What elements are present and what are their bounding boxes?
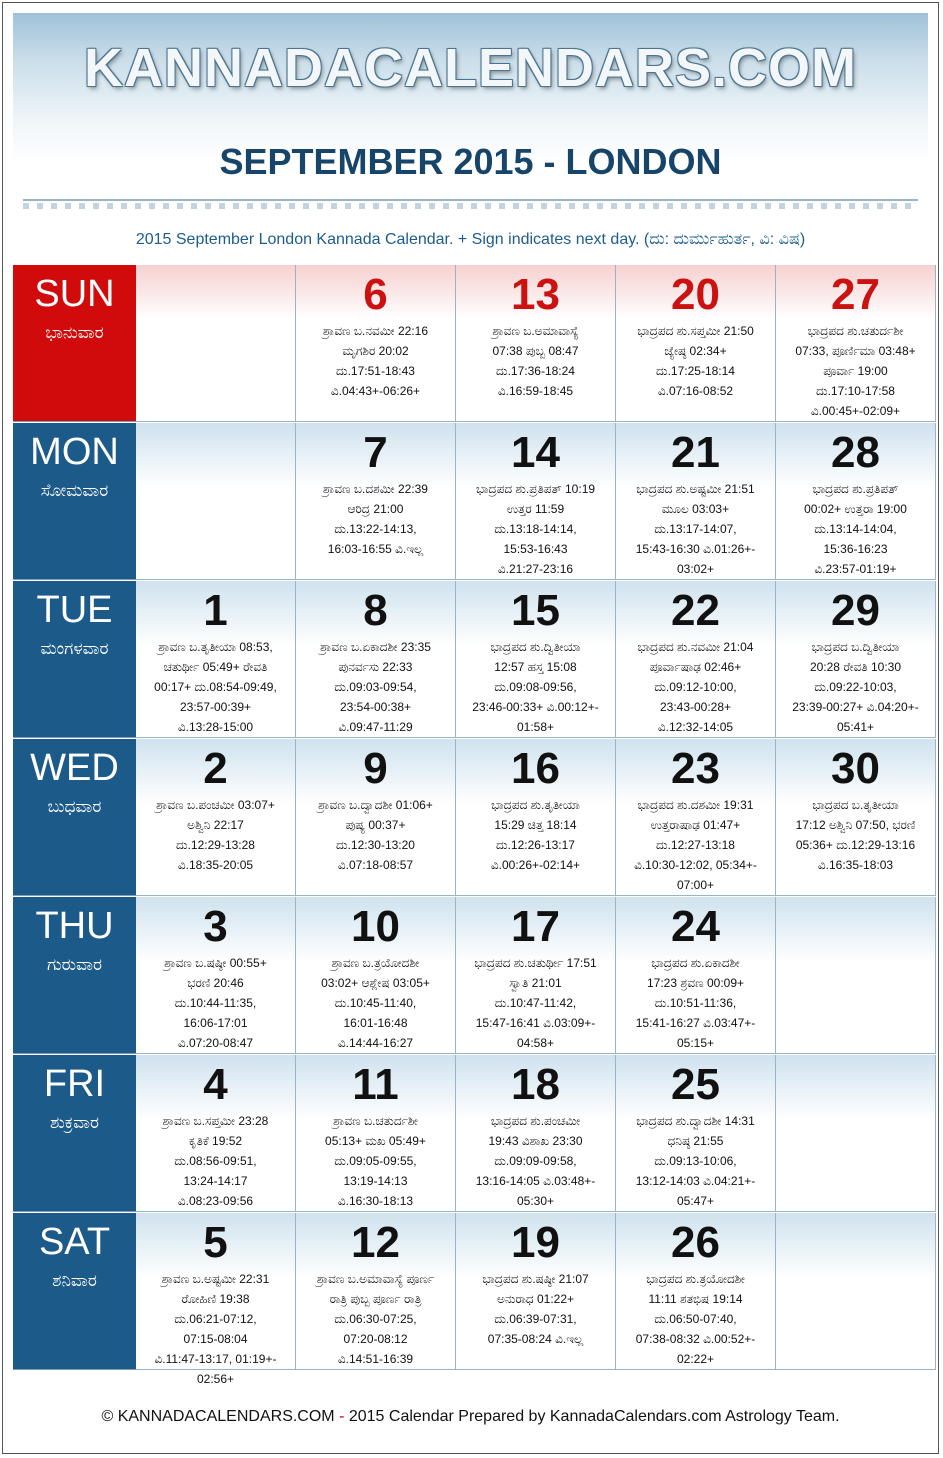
panchanga-line: 07:15-08:04 (183, 1332, 248, 1346)
panchanga-line: ವಿ.00:45+-02:09+ (810, 404, 901, 418)
weekday-name: SAT (38, 1221, 111, 1263)
day-number: 10 (351, 902, 400, 951)
day-cell[interactable] (616, 1213, 776, 1370)
panchanga-line: ದು.17:36-18:24 (496, 364, 575, 378)
panchanga-line: ಕೃತಿಕೆ 19:52 (188, 1134, 243, 1148)
day-number: 14 (511, 428, 560, 477)
day-number: 25 (671, 1060, 720, 1109)
panchanga-line: 05:36+ ದು.12:29-13:16 (795, 838, 916, 852)
panchanga-line: 16:06-17:01 (183, 1016, 248, 1030)
day-cell[interactable] (776, 739, 936, 896)
site-title[interactable]: KANNADACALENDARS.COM (84, 38, 857, 98)
panchanga-line: ಅನುರಾಧ 01:22+ (496, 1292, 575, 1306)
day-number: 20 (671, 270, 720, 319)
day-number: 2 (203, 744, 228, 793)
day-cell[interactable] (616, 265, 776, 422)
day-cell[interactable] (296, 581, 456, 738)
panchanga-line: ವಿ.10:30-12:02, 05:34+- (634, 858, 757, 872)
day-number: 30 (831, 744, 880, 793)
panchanga-line: ವಿ.07:16-08:52 (657, 384, 734, 398)
day-number: 18 (511, 1060, 560, 1109)
panchanga-details (456, 321, 615, 401)
empty-day-cell (136, 423, 296, 580)
day-cell[interactable] (296, 1055, 456, 1212)
weekday-name-kannada: ಗುರುವಾರ (47, 955, 102, 974)
panchanga-line: 05:15+ (676, 1036, 715, 1050)
panchanga-line: 23:46-00:33+ ವಿ.00:12+- (472, 700, 599, 714)
panchanga-details (776, 321, 935, 421)
day-cell[interactable] (616, 739, 776, 896)
panchanga-line: 05:47+ (676, 1194, 715, 1208)
calendar-subtitle: 2015 September London Kannada Calendar. + Sign indicates next day. (ದು: ದುರ್ಮುಹುರ್ತ, ವಿ: ವಿಷ) (135, 231, 806, 248)
panchanga-line: ಶ್ರಾವಣ ಬ.ಅಮಾವಾಸ್ಯೆ (492, 324, 579, 338)
panchanga-line: 03:02+ (676, 562, 715, 576)
day-cell[interactable] (456, 739, 616, 896)
weekday-header-thu (13, 897, 136, 1054)
panchanga-line: 07:38 ಪುಬ್ಬ 08:47 (492, 344, 579, 358)
panchanga-line: 01:58+ (516, 720, 555, 734)
panchanga-line: ದು.10:45-11:40, (334, 996, 417, 1010)
weekday-name-kannada: ಶುಕ್ರವಾರ (50, 1113, 99, 1132)
day-cell[interactable] (136, 897, 296, 1054)
panchanga-details (296, 795, 455, 875)
panchanga-line: ಶ್ರಾವಣ ಬ.ಏಕಾದಶೀ 23:35 (320, 640, 431, 654)
panchanga-line: ದು.17:10-17:58 (816, 384, 895, 398)
weekday-header-sat (13, 1213, 136, 1370)
panchanga-line: 07:00+ (676, 878, 715, 892)
panchanga-line: ಉತ್ತರ 11:59 (506, 502, 565, 516)
panchanga-details (456, 1111, 615, 1211)
panchanga-line: ಭಾದ್ರಪದ ಬ.ತೃತೀಯಾ (812, 798, 899, 812)
panchanga-line: ಶ್ರಾವಣ ಬ.ನವಮೀ 22:16 (322, 324, 428, 338)
panchanga-line: 13:16-14:05 ವಿ.03:48+- (475, 1174, 596, 1188)
panchanga-line: ವಿ.11:47-13:17, 01:19+- (154, 1352, 277, 1366)
day-number: 3 (203, 902, 228, 951)
panchanga-details (456, 795, 615, 875)
panchanga-line: 19:43 ವಿಶಾಖ 23:30 (488, 1134, 583, 1148)
day-number: 26 (671, 1218, 720, 1267)
day-number: 16 (511, 744, 560, 793)
empty-day-cell (776, 1055, 936, 1212)
day-number: 4 (203, 1060, 228, 1109)
day-number: 19 (511, 1218, 560, 1267)
footer (3, 1408, 938, 1426)
panchanga-line: ದು.13:14-14:04, (814, 522, 897, 536)
day-number: 5 (203, 1218, 228, 1267)
panchanga-line: ವಿ.16:35-18:03 (817, 858, 894, 872)
panchanga-details (616, 321, 775, 401)
day-number: 13 (511, 270, 560, 319)
panchanga-line: ಮೃಗಶಿರ 20:02 (342, 344, 409, 358)
panchanga-line: ಆರಿದ್ರ 21:00 (347, 502, 404, 516)
weekday-header-sun (13, 265, 136, 422)
footer-text: 2015 Calendar Prepared by KannadaCalendars.com Astrology Team. (348, 1408, 840, 1425)
panchanga-line: 12:57 ಹಸ್ತ 15:08 (494, 660, 577, 674)
day-number: 22 (671, 586, 720, 635)
footer-brand[interactable]: © KANNADACALENDARS.COM (101, 1408, 335, 1425)
panchanga-line: ಶ್ರಾವಣ ಬ.ತೃತೀಯಾ 08:53, (158, 640, 273, 654)
panchanga-line: ದು.08:56-09:51, (174, 1154, 257, 1168)
panchanga-line: ವಿ.07:18-08:57 (337, 858, 414, 872)
panchanga-line: 02:56+ (196, 1372, 235, 1386)
panchanga-line: ದು.10:44-11:35, (174, 996, 257, 1010)
panchanga-line: ವಿ.09:47-11:29 (338, 720, 413, 734)
day-cell[interactable] (296, 1213, 456, 1370)
panchanga-line: 15:36-16:23 (823, 542, 888, 556)
panchanga-line: ಜ್ಯೇಷ್ಠ 02:34+ (664, 344, 727, 358)
weekday-header-mon (13, 423, 136, 580)
panchanga-line: 17:12 ಅಶ್ವಿನಿ 07:50, ಭರಣಿ (795, 818, 916, 832)
panchanga-line: ಶ್ರಾವಣ ಬ.ಅಮಾವಾಸ್ಯೆ ಪೂರ್ಣ (316, 1272, 435, 1286)
panchanga-line: ವಿ.00:26+-02:14+ (490, 858, 581, 872)
panchanga-line: ದು.10:47-11:42, (494, 996, 577, 1010)
panchanga-line: 00:17+ ದು.08:54-09:49, (154, 680, 277, 694)
panchanga-details (456, 637, 615, 737)
day-cell[interactable] (296, 265, 456, 422)
panchanga-line: ವಿ.14:51-16:39 (337, 1352, 414, 1366)
day-cell[interactable] (296, 897, 456, 1054)
panchanga-details (456, 953, 615, 1053)
panchanga-line: 15:47-16:41 ವಿ.03:09+- (475, 1016, 596, 1030)
day-number: 28 (831, 428, 880, 477)
panchanga-line: 20:28 ರೇವತಿ 10:30 (809, 660, 902, 674)
day-cell[interactable] (776, 265, 936, 422)
panchanga-line: ಭಾದ್ರಪದ ಶು.ಷಷ್ಠೀ 21:07 (482, 1272, 589, 1286)
day-cell[interactable] (456, 423, 616, 580)
panchanga-line: ವಿ.12:32-14:05 (657, 720, 734, 734)
weekday-name: FRI (43, 1063, 106, 1105)
day-cell[interactable] (456, 581, 616, 738)
day-number: 6 (363, 270, 388, 319)
weekday-name-kannada: ಬುಧವಾರ (47, 797, 102, 816)
panchanga-line: ದು.10:51-11:36, (654, 996, 737, 1010)
panchanga-line: 07:38-08:32 ವಿ.00:52+- (635, 1332, 756, 1346)
day-cell[interactable] (616, 897, 776, 1054)
weekday-name-kannada: ಸೋಮವಾರ (40, 481, 109, 500)
panchanga-line: ಶ್ರಾವಣ ಬ.ಅಷ್ಟಮೀ 22:31 (161, 1272, 270, 1286)
panchanga-line: ಭರಣಿ 20:46 (187, 976, 244, 990)
panchanga-details (456, 1269, 615, 1349)
panchanga-details (616, 1111, 775, 1211)
day-number: 9 (363, 744, 388, 793)
panchanga-line: ದು.09:22-10:03, (814, 680, 897, 694)
panchanga-line: ಭಾದ್ರಪದ ಶು.ತ್ರಯೋದಶೀ (646, 1272, 745, 1286)
panchanga-line: ಭಾದ್ರಪದ ಶು.ಚತುರ್ಥೀ 17:51 (474, 956, 597, 970)
panchanga-line: ಭಾದ್ರಪದ ಶು.ದಶಮೀ 19:31 (637, 798, 754, 812)
panchanga-line: ವಿ.14:44-16:27 (337, 1036, 414, 1050)
panchanga-line: ದು.09:08-09:56, (494, 680, 577, 694)
panchanga-line: ದು.06:50-07:40, (654, 1312, 737, 1326)
panchanga-line: ಶ್ರಾವಣ ಬ.ಚತುರ್ದಶೀ (333, 1114, 418, 1128)
panchanga-line: ರೋಹಿಣಿ 19:38 (181, 1292, 250, 1306)
panchanga-line: 05:30+ (516, 1194, 555, 1208)
day-cell[interactable] (776, 581, 936, 738)
day-number: 12 (351, 1218, 400, 1267)
panchanga-line: ಶ್ರಾವಣ ಬ.ಸಪ್ತಮೀ 23:28 (162, 1114, 269, 1128)
panchanga-line: ಭಾದ್ರಪದ ಶು.ಏಕಾದಶೀ (651, 956, 740, 970)
panchanga-line: ಅಶ್ವಿನಿ 22:17 (187, 818, 244, 832)
empty-day-cell (776, 1213, 936, 1370)
panchanga-line: ದು.13:17-14:07, (654, 522, 737, 536)
panchanga-details (776, 795, 935, 875)
panchanga-line: ದು.06:39-07:31, (494, 1312, 577, 1326)
panchanga-line: ದು.09:13-10:06, (654, 1154, 737, 1168)
panchanga-line: ದು.13:18-14:14, (494, 522, 577, 536)
panchanga-details (296, 321, 455, 401)
panchanga-line: ಭಾದ್ರಪದ ಬ.ದ್ವಿತೀಯಾ (811, 640, 900, 654)
day-number: 11 (352, 1060, 399, 1109)
weekday-header-wed (13, 739, 136, 896)
panchanga-line: ಭಾದ್ರಪದ ಶು.ಪಂಚಮೀ (490, 1114, 581, 1128)
panchanga-line: ಶ್ರಾವಣ ಬ.ದ್ವಾದಶೀ 01:06+ (318, 798, 433, 812)
day-cell[interactable] (136, 1055, 296, 1212)
panchanga-line: ಉತ್ತರಾಷಾಢ 01:47+ (650, 818, 741, 832)
panchanga-line: ಭಾದ್ರಪದ ಶು.ಪ್ರತಿಪತ್ (812, 482, 899, 496)
panchanga-line: ವಿ.04:43+-06:26+ (330, 384, 421, 398)
panchanga-line: ದು.12:29-13:28 (176, 838, 255, 852)
panchanga-line: ದು.09:05-09:55, (334, 1154, 417, 1168)
day-cell[interactable] (296, 423, 456, 580)
day-cell[interactable] (616, 581, 776, 738)
day-number: 7 (363, 428, 388, 477)
panchanga-line: 23:43-00:28+ (659, 700, 732, 714)
panchanga-line: 17:23 ಶ್ರವಣ 00:09+ (646, 976, 745, 990)
panchanga-line: ಶ್ರಾವಣ ಬ.ಷಷ್ಠೀ 00:55+ (164, 956, 267, 970)
panchanga-details (296, 953, 455, 1053)
panchanga-line: 11:11 ಶತಭಿಷ 19:14 (648, 1292, 743, 1306)
panchanga-line: ವಿ.21:27-23:16 (497, 562, 574, 576)
weekday-name-kannada: ಶನಿವಾರ (52, 1271, 97, 1290)
weekday-name: MON (30, 431, 119, 473)
weekday-name-kannada: ಮಂಗಳವಾರ (40, 639, 109, 658)
panchanga-line: ಭಾದ್ರಪದ ಶು.ನವಮೀ 21:04 (637, 640, 754, 654)
panchanga-line: ಪೂರ್ವಾಷಾಢ 02:46+ (649, 660, 742, 674)
panchanga-line: ರಾತ್ರಿ ಪುಬ್ಬ ಪೂರ್ಣ ರಾತ್ರಿ (329, 1292, 422, 1306)
weekday-header-fri (13, 1055, 136, 1212)
panchanga-details (136, 953, 295, 1053)
panchanga-line: 00:02+ ಉತ್ತರಾ 19:00 (804, 502, 907, 516)
panchanga-line: ದು.09:09-09:58, (494, 1154, 577, 1168)
panchanga-line: 15:43-16:30 ವಿ.01:26+- (635, 542, 756, 556)
empty-day-cell (776, 897, 936, 1054)
day-cell[interactable] (456, 1213, 616, 1370)
panchanga-line: ಸ್ವಾತಿ 21:01 (509, 976, 562, 990)
weekday-name: THU (35, 905, 114, 947)
day-cell[interactable] (616, 423, 776, 580)
ornamental-divider (23, 199, 918, 215)
day-number: 24 (671, 902, 720, 951)
day-cell[interactable] (456, 265, 616, 422)
panchanga-line: 13:19-14:13 (343, 1174, 408, 1188)
panchanga-line: ವಿ.16:59-18:45 (497, 384, 574, 398)
weekday-name: SUN (34, 273, 115, 315)
panchanga-details (136, 1111, 295, 1211)
footer-separator: - (334, 1408, 349, 1425)
day-number: 23 (671, 744, 720, 793)
panchanga-details (296, 1111, 455, 1211)
panchanga-line: ವಿ.23:57-01:19+ (814, 562, 897, 576)
panchanga-line: ದು.12:27-13:18 (656, 838, 735, 852)
panchanga-line: 15:41-16:27 ವಿ.03:47+- (635, 1016, 756, 1030)
panchanga-details (136, 795, 295, 875)
panchanga-details (296, 479, 455, 559)
day-number: 17 (511, 902, 560, 951)
panchanga-line: ಶ್ರಾವಣ ಬ.ತ್ರಯೋದಶೀ (331, 956, 420, 970)
panchanga-line: ದು.13:22-14:13, (334, 522, 417, 536)
day-number: 27 (831, 270, 880, 319)
day-number: 15 (511, 586, 560, 635)
panchanga-line: ವಿ.13:28-15:00 (177, 720, 254, 734)
panchanga-line: 16:01-16:48 (343, 1016, 408, 1030)
panchanga-line: 03:02+ ಆಶ್ಲೇಷ 03:05+ (321, 976, 430, 990)
panchanga-details (616, 479, 775, 579)
panchanga-line: ದು.12:30-13:20 (336, 838, 415, 852)
panchanga-line: 05:13+ ಮಖ 05:49+ (325, 1134, 426, 1148)
panchanga-line: ಭಾದ್ರಪದ ಶು.ತೃತೀಯಾ (491, 798, 580, 812)
panchanga-details (296, 637, 455, 737)
panchanga-line: ದು.09:12-10:00, (654, 680, 737, 694)
day-cell[interactable] (456, 1055, 616, 1212)
weekday-header-tue (13, 581, 136, 738)
panchanga-line: ವಿ.07:20-08:47 (177, 1036, 254, 1050)
panchanga-line: ಭಾದ್ರಪದ ಶು.ಅಷ್ಟಮೀ 21:51 (636, 482, 755, 496)
calendar-title: SEPTEMBER 2015 - LONDON (219, 141, 722, 182)
panchanga-line: 13:24-14:17 (183, 1174, 248, 1188)
day-number: 29 (831, 586, 880, 635)
panchanga-line: 16:03-16:55 ವಿ.ಇಲ್ಲ (327, 542, 424, 556)
panchanga-line: ಚತುರ್ಥೀ 05:49+ ರೇವತಿ (163, 660, 268, 674)
panchanga-line: 23:57-00:39+ (179, 700, 252, 714)
panchanga-line: ಭಾದ್ರಪದ ಶು.ಚತುರ್ದಶೀ (807, 324, 904, 338)
panchanga-line: 07:35-08:24 ವಿ.ಇಲ್ಲ (487, 1332, 584, 1346)
panchanga-line: ದು.06:21-07:12, (174, 1312, 257, 1326)
panchanga-details (296, 1269, 455, 1369)
panchanga-line: ದು.09:03-09:54, (334, 680, 417, 694)
panchanga-line: ದು.12:26-13:17 (496, 838, 575, 852)
panchanga-line: 02:22+ (676, 1352, 715, 1366)
day-number: 8 (363, 586, 388, 635)
panchanga-line: ವಿ.16:30-18:13 (337, 1194, 414, 1208)
panchanga-line: 05:41+ (836, 720, 875, 734)
day-number: 1 (203, 586, 228, 635)
panchanga-details (136, 1269, 295, 1389)
panchanga-line: ವಿ.18:35-20:05 (177, 858, 254, 872)
day-cell[interactable] (296, 739, 456, 896)
panchanga-details (616, 1269, 775, 1369)
panchanga-details (616, 637, 775, 737)
panchanga-line: ಪುನರ್ವಸು 22:33 (338, 660, 413, 674)
panchanga-line: 07:33, ಪೂರ್ಣಿಮಾ 03:48+ (795, 344, 916, 358)
panchanga-line: ಮೂಲ 03:03+ (661, 502, 730, 516)
day-number: 21 (671, 428, 720, 477)
panchanga-line: 15:53-16:43 (503, 542, 568, 556)
panchanga-details (456, 479, 615, 579)
header-banner (13, 13, 928, 263)
day-cell[interactable] (136, 1213, 296, 1386)
panchanga-line: 07:20-08:12 (343, 1332, 408, 1346)
panchanga-line: ಪುಷ್ಯ 00:37+ (345, 818, 406, 832)
panchanga-details (776, 479, 935, 579)
day-cell[interactable] (616, 1055, 776, 1212)
panchanga-line: ದು.17:51-18:43 (336, 364, 415, 378)
calendar-frame (2, 2, 939, 1454)
empty-day-cell (136, 265, 296, 422)
panchanga-line: 04:58+ (516, 1036, 555, 1050)
day-cell[interactable] (456, 897, 616, 1054)
day-cell[interactable] (776, 423, 936, 580)
panchanga-line: ಭಾದ್ರಪದ ಶು.ಸಪ್ತಮೀ 21:50 (637, 324, 754, 338)
weekday-name-kannada: ಭಾನುವಾರ (45, 323, 104, 342)
panchanga-line: 15:29 ಚಿತ್ತ 18:14 (494, 818, 577, 832)
panchanga-details (136, 637, 295, 737)
weekday-name: TUE (36, 589, 113, 631)
panchanga-details (616, 795, 775, 895)
day-cell[interactable] (136, 581, 296, 738)
panchanga-line: ಧನಿಷ್ಠ 21:55 (667, 1134, 724, 1148)
panchanga-details (776, 637, 935, 737)
panchanga-line: ಶ್ರಾವಣ ಬ.ಪಂಚಮೀ 03:07+ (156, 798, 275, 812)
panchanga-line: ಶ್ರಾವಣ ಬ.ದಶಮೀ 22:39 (323, 482, 428, 496)
panchanga-line: ಪೂರ್ವಾ 19:00 (823, 364, 888, 378)
panchanga-line: ಭಾದ್ರಪದ ಶು.ದ್ವಿತೀಯಾ (490, 640, 581, 654)
day-cell[interactable] (136, 739, 296, 896)
panchanga-line: ದು.06:30-07:25, (334, 1312, 417, 1326)
panchanga-line: ವಿ.08:23-09:56 (177, 1194, 254, 1208)
panchanga-line: ಭಾದ್ರಪದ ಶು.ದ್ವಾದಶೀ 14:31 (636, 1114, 755, 1128)
panchanga-line: ಭಾದ್ರಪದ ಶು.ಪ್ರತಿಪತ್ 10:19 (475, 482, 596, 496)
panchanga-line: ದು.17:25-18:14 (656, 364, 735, 378)
panchanga-line: 23:39-00:27+ ವಿ.04:20+- (792, 700, 919, 714)
panchanga-line: 23:54-00:38+ (339, 700, 412, 714)
calendar-grid (13, 265, 937, 1392)
weekday-name: WED (30, 747, 119, 789)
panchanga-line: 13:12-14:03 ವಿ.04:21+- (635, 1174, 756, 1188)
panchanga-details (616, 953, 775, 1053)
